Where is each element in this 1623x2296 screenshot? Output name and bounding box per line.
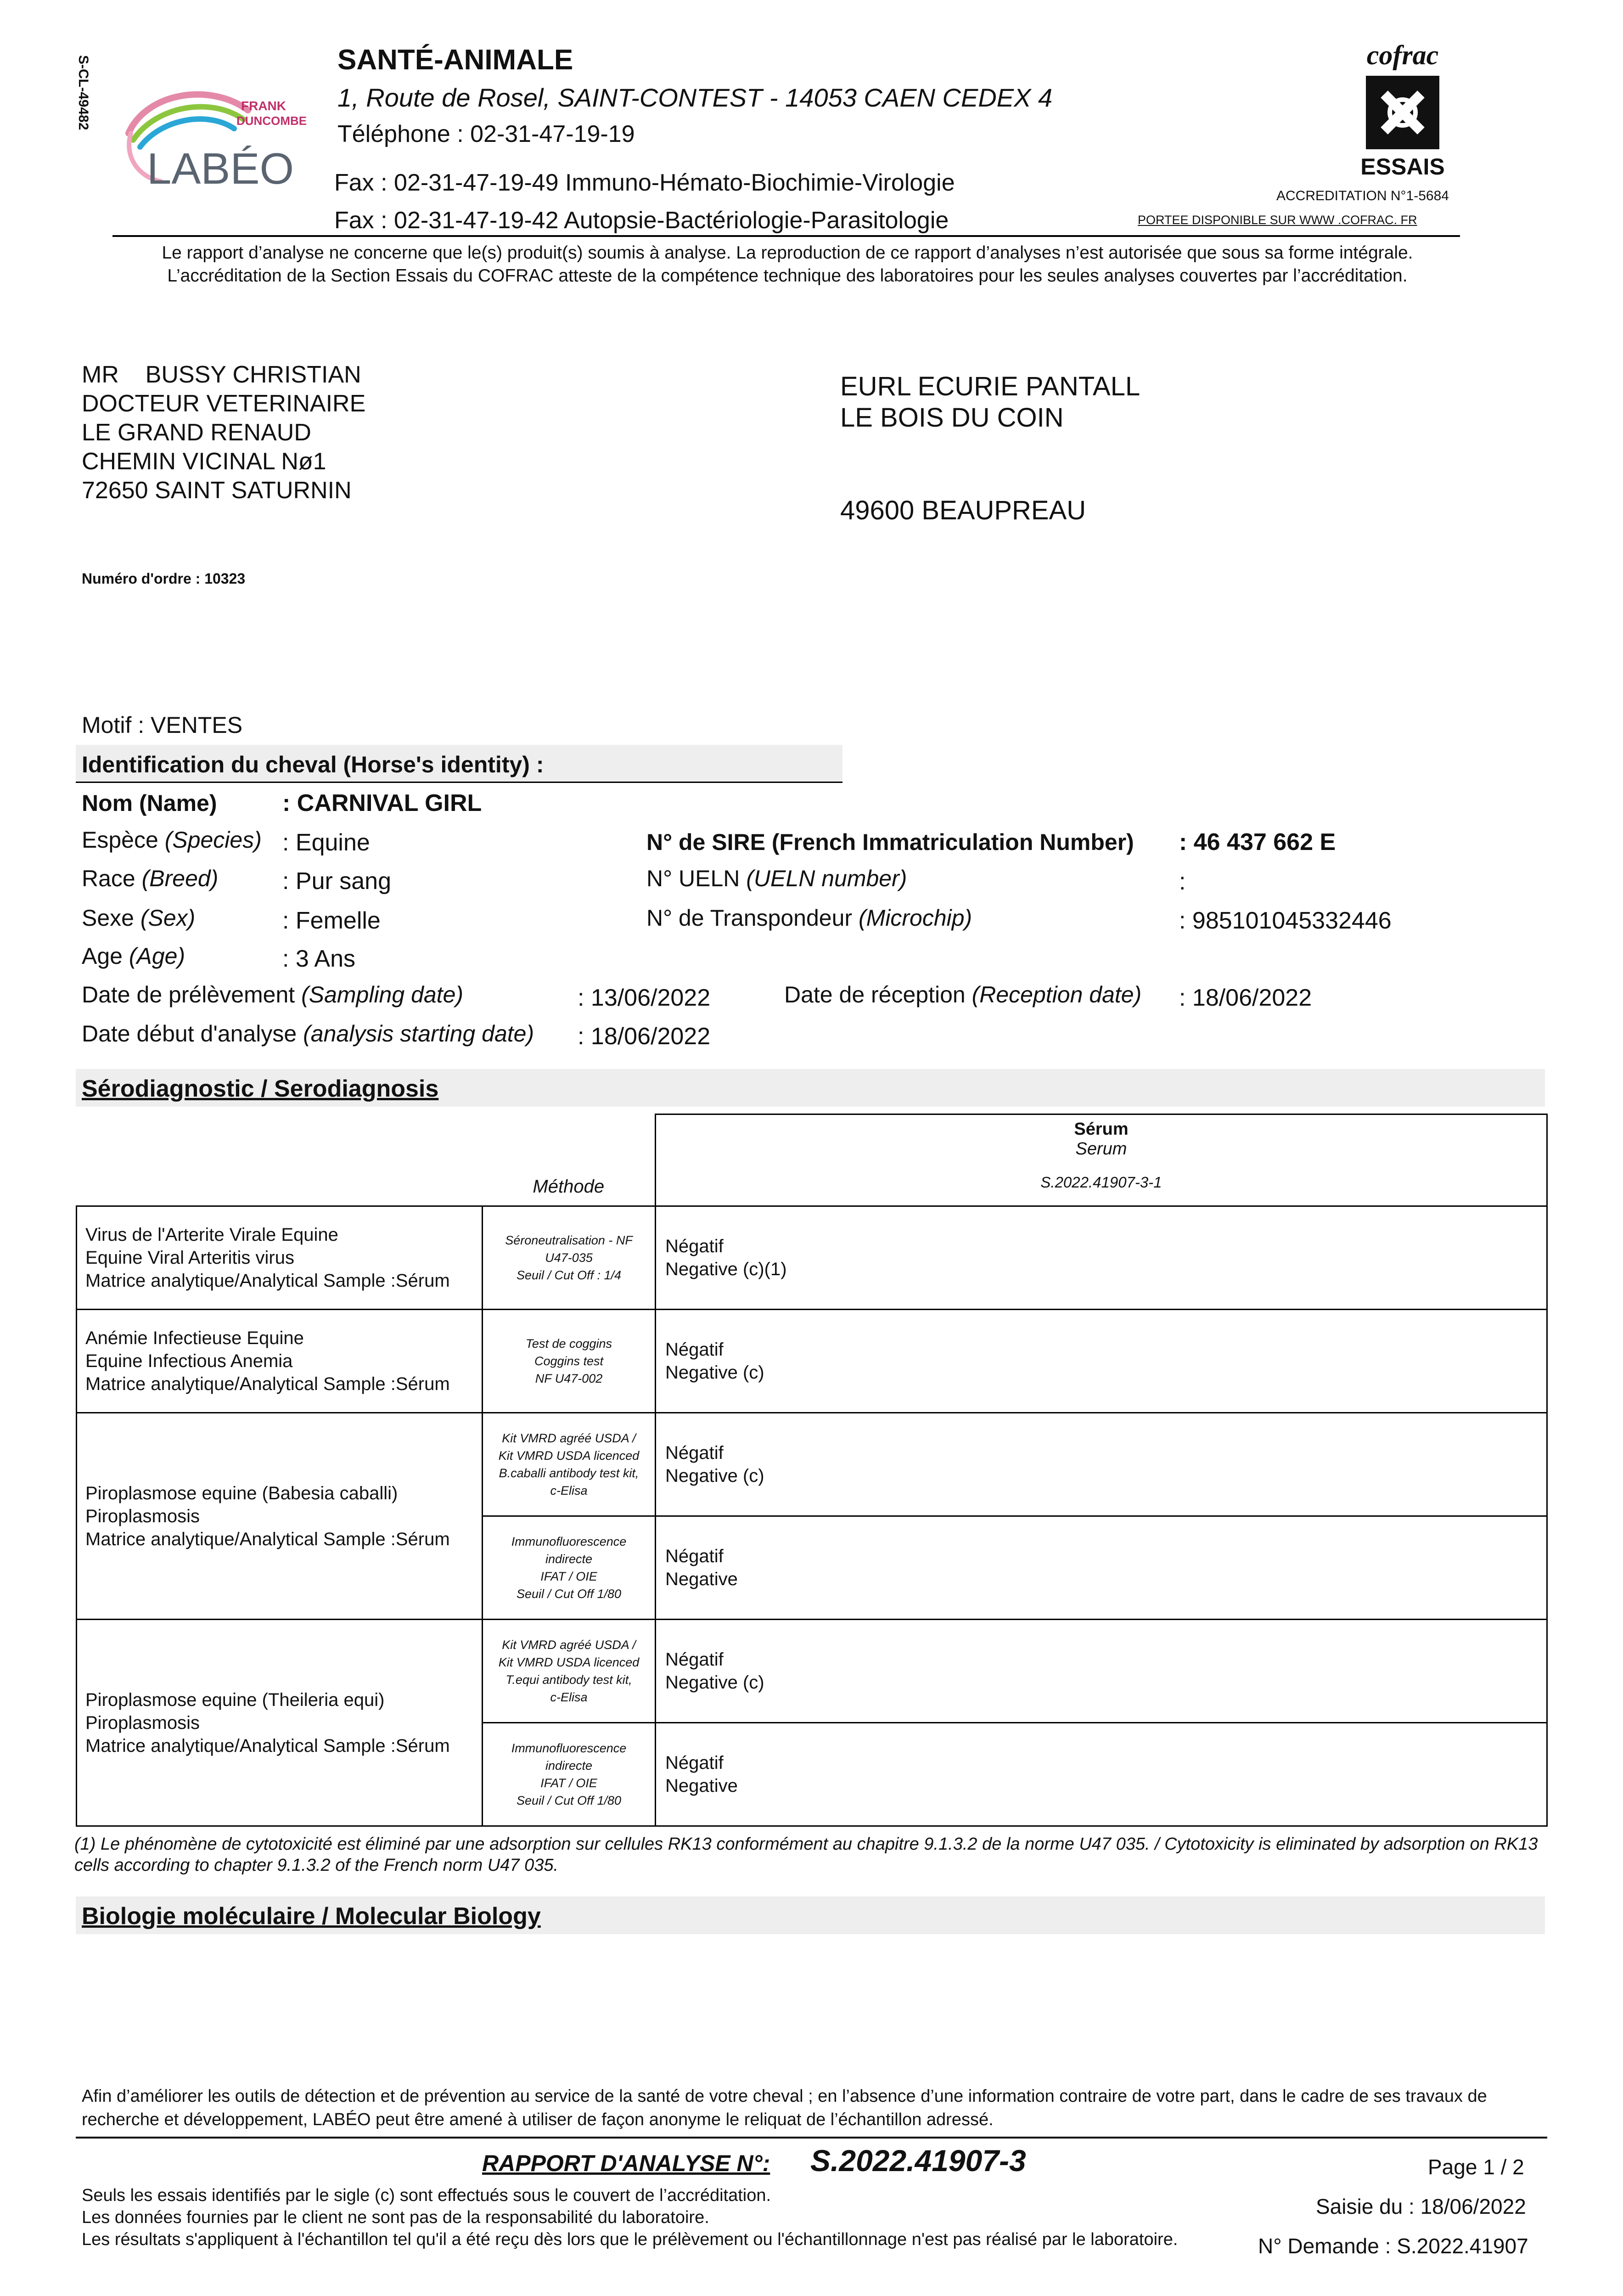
sire-value: : 46 437 662 E: [1179, 829, 1336, 855]
results-header-row: [77, 1114, 1547, 1206]
method-column-header: Méthode: [483, 1114, 656, 1206]
method-line: Kit VMRD agréé USDA /: [502, 1431, 636, 1445]
vet-line-1: MR BUSSY CHRISTIAN: [82, 361, 361, 388]
result-line: Négatif: [665, 1753, 724, 1773]
parameter-cell: [77, 1413, 483, 1620]
side-code-text: S-CL-49482: [76, 55, 91, 130]
age-value: : 3 Ans: [282, 945, 355, 972]
method-cell: [483, 1310, 656, 1413]
ueln-label: [646, 865, 907, 892]
result-cell: [656, 1723, 1547, 1826]
cofrac-scope-link[interactable]: PORTEE DISPONIBLE SUR WWW .COFRAC. FR: [1138, 213, 1417, 227]
footer-divider: [76, 2137, 1547, 2138]
method-cell: [483, 1516, 656, 1620]
method-line: c-Elisa: [550, 1484, 588, 1497]
result-line: Négatif: [665, 1339, 724, 1360]
analysis-start-label: [82, 1020, 534, 1047]
result-line: Negative (c)(1): [665, 1259, 787, 1279]
sex-value: : Femelle: [282, 907, 381, 934]
cofrac-essais: ESSAIS: [1360, 154, 1445, 180]
sampling-label-en: (Sampling date): [301, 982, 464, 1007]
report-number: S.2022.41907-3: [810, 2144, 1026, 2178]
start-label-fr: Date début d'analyse: [82, 1021, 297, 1047]
parameter-line: Anémie Infectieuse Equine: [85, 1328, 304, 1348]
age-label-en: (Age): [129, 943, 185, 969]
method-line: Seuil / Cut Off 1/80: [516, 1794, 622, 1807]
parameter-line: Matrice analytique/Analytical Sample :Sérum: [85, 1735, 450, 1756]
client-line-1: EURL ECURIE PANTALL: [840, 371, 1140, 401]
disclaimer-line-1: Le rapport d’analyse ne concerne que le(s) produit(s) soumis à analyse. La reproduction de ce rapport d’analyses n’est autorisée que sous sa forme intégrale.: [162, 243, 1413, 263]
transponder-label: [646, 905, 972, 931]
accreditation-number: ACCREDITATION N°1-5684: [1276, 188, 1449, 203]
sampling-label-fr: Date de prélèvement: [82, 982, 295, 1007]
parameter-line: Piroplasmosis: [85, 1506, 200, 1526]
vet-line-3: LE GRAND RENAUD: [82, 419, 311, 446]
method-line: IFAT / OIE: [540, 1776, 597, 1790]
method-line: Séroneutralisation - NF: [505, 1233, 633, 1247]
sample-id: S.2022.41907-3-1: [1040, 1174, 1162, 1191]
method-line: U47-035: [545, 1251, 593, 1265]
result-cell: [656, 1413, 1547, 1516]
parameter-line: Piroplasmose equine (Babesia caballi): [85, 1483, 398, 1503]
parameter-line: Virus de l'Arterite Virale Equine: [85, 1225, 338, 1245]
method-line: Immunofluorescence: [511, 1741, 627, 1755]
analysis-start-value: : 18/06/2022: [578, 1023, 711, 1050]
method-line: Immunofluorescence: [511, 1535, 627, 1548]
method-cell: [483, 1620, 656, 1723]
transponder-label-fr: N° de Transpondeur: [646, 905, 853, 931]
parameter-cell: [77, 1620, 483, 1826]
parameter-line: Equine Viral Arteritis virus: [85, 1248, 294, 1268]
cofrac-logo: [1357, 39, 1449, 181]
ueln-value: :: [1179, 868, 1186, 895]
logo-tagline-1: FRANK: [241, 99, 286, 113]
name-label: Nom (Name): [82, 790, 217, 816]
method-line: indirecte: [545, 1759, 593, 1773]
method-line: Seuil / Cut Off : 1/4: [516, 1268, 622, 1282]
breed-label: [82, 865, 218, 892]
method-line: Kit VMRD USDA licenced: [498, 1449, 640, 1463]
method-line: Test de coggins: [525, 1337, 612, 1351]
cofrac-wordmark: cofrac: [1366, 40, 1439, 70]
method-cell: [483, 1723, 656, 1826]
reception-label-fr: Date de réception: [784, 982, 966, 1007]
lab-telephone: Téléphone : 02-31-47-19-19: [337, 121, 635, 147]
vet-line-4: CHEMIN VICINAL Nø1: [82, 448, 326, 475]
client-line-2: LE BOIS DU COIN: [840, 403, 1064, 433]
identification-title: Identification du cheval (Horse's identity) :: [82, 752, 544, 777]
species-value: : Equine: [282, 829, 370, 856]
parameter-line: Equine Infectious Anemia: [85, 1351, 293, 1371]
result-line: Négatif: [665, 1546, 724, 1566]
ueln-label-fr: N° UELN: [646, 866, 740, 891]
vet-line-5: 72650 SAINT SATURNIN: [82, 477, 352, 504]
sire-label: N° de SIRE (French Immatriculation Number): [646, 829, 1134, 855]
report-number-label: RAPPORT D'ANALYSE N°:: [482, 2150, 770, 2176]
sample-reuse-note: Afin d’améliorer les outils de détection et de prévention au service de la santé de votre cheval ; en l’absence d’une information contraire de votre part, dans le cadre de ses travaux de recherche et développement, LABÉO peut être amené à utiliser de façon anonyme le reliquat de l’échantillon adressé.: [82, 2087, 1487, 2129]
sampling-date-label: [82, 981, 463, 1008]
parameter-cell: [77, 1206, 483, 1310]
age-label: [82, 943, 185, 969]
ueln-label-en: (UELN number): [746, 866, 907, 891]
reason: Motif : VENTES: [82, 712, 243, 738]
result-line: Négatif: [665, 1649, 724, 1670]
results-scope-footnote: Les résultats s'appliquent à l'échantillon tel qu'il a été reçu dès lors que le prélèvement ou l'échantillonnage n'est pas réalisé par le laboratoire.: [82, 2230, 1178, 2249]
table-row: [77, 1413, 1547, 1516]
method-cell: [483, 1206, 656, 1310]
result-line: Negative: [665, 1776, 738, 1796]
table-row: [77, 1620, 1547, 1723]
entry-date: Saisie du : 18/06/2022: [1316, 2195, 1526, 2218]
page-number: Page 1 / 2: [1428, 2155, 1524, 2179]
sampling-date-value: : 13/06/2022: [578, 985, 711, 1011]
disclaimer-line-2: L’accréditation de la Section Essais du COFRAC atteste de la compétence technique des laboratoires pour les seules analyses couvertes par l’accréditation.: [167, 266, 1408, 286]
side-reference-code: [69, 55, 96, 147]
serum-header-en: Serum: [1075, 1139, 1127, 1159]
reception-label-en: (Reception date): [972, 982, 1142, 1007]
parameter-cell: [77, 1310, 483, 1413]
cytotoxicity-footnote: (1) Le phénomène de cytotoxicité est éliminé par une adsorption sur cellules RK13 conformément au chapitre 9.1.3.2 de la norme U47 035. / Cytotoxicity is eliminated by adsorption on RK13 cells according to chapter 9.1.3.2 of the French norm U47 035.: [74, 1835, 1538, 1875]
age-label-fr: Age: [82, 943, 123, 969]
species-label: [82, 827, 262, 853]
accreditation-footnote: Seuls les essais identifiés par le sigle (c) sont effectués sous le couvert de l’accréditation.: [82, 2186, 771, 2205]
result-line: Negative (c): [665, 1466, 764, 1486]
transponder-value: : 985101045332446: [1179, 907, 1392, 934]
serodiagnosis-title: Sérodiagnostic / Serodiagnosis: [82, 1075, 439, 1102]
reception-date-label: [784, 981, 1141, 1008]
results-body: [77, 1206, 1547, 1826]
report-disclaimer: [117, 242, 1458, 287]
sex-label-en: (Sex): [140, 905, 196, 931]
labeo-logo: [119, 78, 321, 197]
parameter-line: Matrice analytique/Analytical Sample :Sérum: [85, 1374, 450, 1394]
breed-label-en: (Breed): [141, 866, 219, 891]
reception-date-value: : 18/06/2022: [1179, 985, 1312, 1011]
result-cell: [656, 1206, 1547, 1310]
method-cell: [483, 1413, 656, 1516]
result-cell: [656, 1620, 1547, 1723]
name-value: : CARNIVAL GIRL: [282, 790, 482, 816]
client-data-footnote: Les données fournies par le client ne sont pas de la responsabilité du laboratoire.: [82, 2208, 709, 2227]
lab-title: SANTÉ-ANIMALE: [337, 44, 573, 76]
client-city: 49600 BEAUPREAU: [840, 495, 1086, 525]
species-label-fr: Espèce: [82, 827, 158, 853]
result-line: Négatif: [665, 1236, 724, 1256]
species-label-en: (Species): [164, 827, 262, 853]
parameter-line: Piroplasmose equine (Theileria equi): [85, 1689, 385, 1710]
result-line: Negative: [665, 1569, 738, 1589]
parameter-line: Matrice analytique/Analytical Sample :Sérum: [85, 1271, 450, 1291]
serum-header-fr: Sérum: [1074, 1120, 1129, 1139]
logo-tagline-2: DUNCOMBE: [236, 114, 307, 128]
method-line: IFAT / OIE: [540, 1570, 597, 1583]
method-line: indirecte: [545, 1552, 593, 1566]
order-number: Numéro d'ordre : 10323: [82, 570, 246, 587]
result-line: Negative (c): [665, 1362, 764, 1383]
serum-column-header: [656, 1114, 1547, 1206]
client-address: [840, 371, 1140, 433]
breed-label-fr: Race: [82, 866, 135, 891]
method-line: Seuil / Cut Off 1/80: [516, 1587, 622, 1601]
start-label-en: (analysis starting date): [303, 1021, 534, 1047]
lab-fax-1: Fax : 02-31-47-19-49 Immuno-Hémato-Biochimie-Virologie: [334, 169, 955, 196]
result-line: Négatif: [665, 1443, 724, 1463]
sex-label-fr: Sexe: [82, 905, 134, 931]
vet-line-2: DOCTEUR VETERINAIRE: [82, 390, 366, 417]
lab-fax-2: Fax : 02-31-47-19-42 Autopsie-Bactériologie-Parasitologie: [334, 207, 949, 234]
result-line: Negative (c): [665, 1672, 764, 1693]
method-line: T.equi antibody test kit,: [505, 1673, 632, 1687]
breed-value: : Pur sang: [282, 868, 392, 895]
veterinarian-address: [82, 360, 365, 505]
header-divider: [112, 235, 1460, 237]
parameter-line: Matrice analytique/Analytical Sample :Sérum: [85, 1529, 450, 1549]
request-number: N° Demande : S.2022.41907: [1258, 2234, 1528, 2258]
parameter-line: Piroplasmosis: [85, 1712, 200, 1733]
method-line: c-Elisa: [550, 1690, 588, 1704]
table-row: [77, 1310, 1547, 1413]
molecular-biology-title: Biologie moléculaire / Molecular Biology: [82, 1903, 541, 1930]
method-line: Coggins test: [534, 1354, 604, 1368]
sex-label: [82, 905, 195, 931]
table-row: [77, 1206, 1547, 1310]
results-table: [76, 1114, 1548, 1827]
header-parameter-blank: [77, 1114, 483, 1206]
lab-address: 1, Route de Rosel, SAINT-CONTEST - 14053 CAEN CEDEX 4: [337, 83, 1053, 112]
result-cell: [656, 1310, 1547, 1413]
transponder-label-en: (Microchip): [858, 905, 972, 931]
logo-wordmark: LABÉO: [147, 144, 294, 193]
result-cell: [656, 1516, 1547, 1620]
method-line: Kit VMRD USDA licenced: [498, 1655, 640, 1669]
method-line: NF U47-002: [535, 1372, 603, 1385]
method-line: Kit VMRD agréé USDA /: [502, 1638, 636, 1652]
method-line: B.caballi antibody test kit,: [499, 1466, 639, 1480]
